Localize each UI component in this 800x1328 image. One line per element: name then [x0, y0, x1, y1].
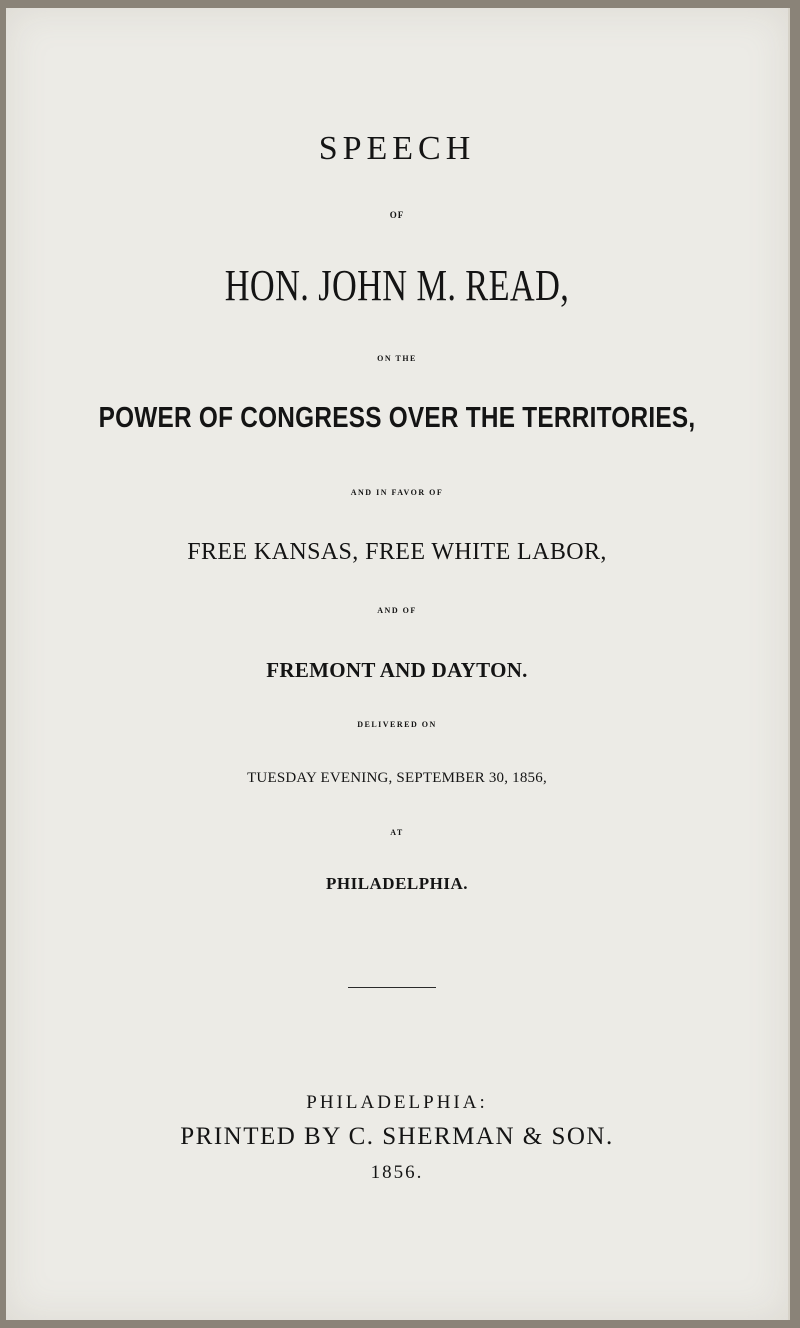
candidates: FREMONT AND DAYTON.: [266, 658, 528, 682]
delivered-on-connector: DELIVERED ON: [357, 720, 437, 729]
and-of-connector: AND OF: [377, 606, 417, 615]
speech-heading: SPEECH: [318, 130, 476, 167]
in-favor-of-connector: AND IN FAVOR OF: [350, 488, 444, 497]
speaker-name: HON. JOHN M. READ,: [224, 261, 570, 310]
speech-subject: POWER OF CONGRESS OVER THE TERRITORIES,: [98, 402, 696, 434]
speech-location: PHILADELPHIA.: [325, 874, 469, 893]
imprint-year: 1856.: [370, 1162, 424, 1183]
at-connector: AT: [390, 828, 404, 837]
divider-rule: [348, 987, 436, 988]
title-page: [6, 8, 790, 1320]
imprint-city: PHILADELPHIA:: [306, 1092, 488, 1113]
speech-cause: FREE KANSAS, FREE WHITE LABOR,: [187, 539, 607, 565]
of-connector: OF: [389, 210, 405, 220]
on-the-connector: ON THE: [377, 354, 417, 363]
imprint-printer: PRINTED BY C. SHERMAN & SON.: [180, 1123, 614, 1150]
speech-date: TUESDAY EVENING, SEPTEMBER 30, 1856,: [247, 770, 547, 786]
